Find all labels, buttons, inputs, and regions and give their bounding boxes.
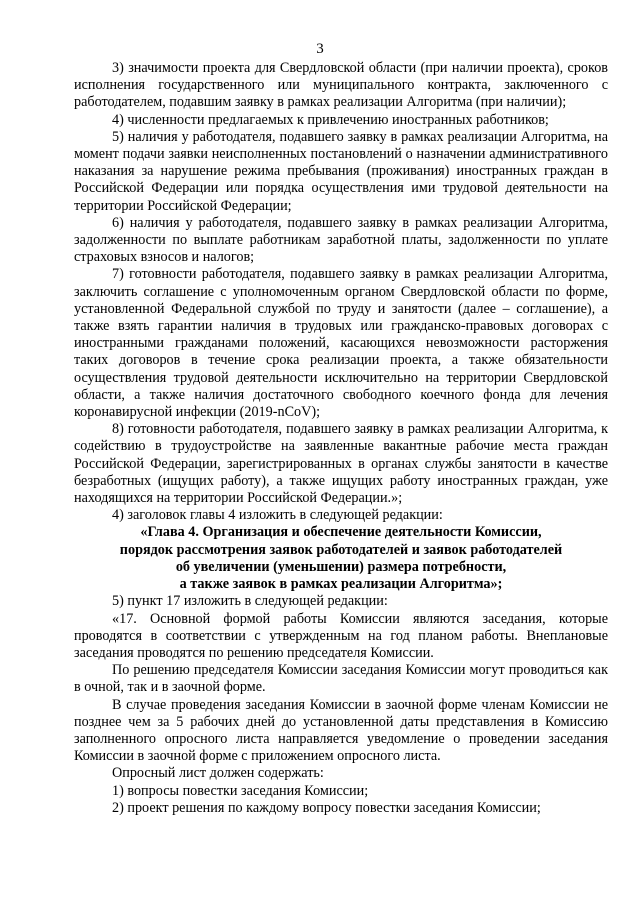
paragraph-item-5: 5) наличия у работодателя, подавшего заявку в рамках реализации Алгоритма, на момент подачи заявки неисполненных постановлений о назначении административного наказания за нарушение режима пребывания (проживания) иностранных граждан в Российской Федерации или порядка осуществления ими трудовой деятельности на территории Российской Федерации; — [74, 128, 608, 214]
paragraph-meeting-form: По решению председателя Комиссии заседания Комиссии могут проводиться как в очной, так и в заочной форме. — [74, 662, 608, 696]
paragraph-amendment-5: 5) пункт 17 изложить в следующей редакции: — [112, 593, 388, 610]
chapter-heading-line-4: а также заявок в рамках реализации Алгоритма»; — [179, 576, 503, 593]
paragraph-item-4: 4) численности предлагаемых к привлечению иностранных работников; — [112, 111, 549, 128]
paragraph-questionnaire-item-1: 1) вопросы повестки заседания Комиссии; — [112, 782, 369, 799]
chapter-heading-line-1: «Глава 4. Организация и обеспечение деятельности Комиссии, — [140, 524, 542, 541]
paragraph-amendment-4: 4) заголовок главы 4 изложить в следующей редакции: — [112, 507, 443, 524]
paragraph-item-3: 3) значимости проекта для Свердловской области (при наличии проекта), сроков исполнения государственного или муниципального контракта, заключенного с работодателем, подавшим заявку в рамках реализации Алгоритма (при наличии); — [74, 60, 608, 111]
paragraph-item-7: 7) готовности работодателя, подавшего заявку в рамках реализации Алгоритма, заключить соглашение с уполномоченным органом Свердловской области по форме, установленной Федеральной службой по труду и занятости (далее – соглашение), а также взять гарантии наличия в трудовых или гражданско-правовых договорах с иностранными гражданами положений, касающихся невозможности расторжения таких договоров в течение срока реализации проекта, а также обязательности осуществления трудовой деятельности исключительно на территории Свердловской области, а также наличия достаточного свободного коечного фонда для лечения коронавирусной инфекции (2019-nCoV); — [74, 266, 608, 421]
paragraph-item-8: 8) готовности работодателя, подавшего заявку в рамках реализации Алгоритма, к содействию в трудоустройстве на заявленные вакантные рабочие места граждан Российской Федерации, зарегистрированных в органах службы занятости в качестве безработных (ищущих работу), а также ищущих работу иностранных граждан, уже находящихся на территории Российской Федерации.»; — [74, 421, 608, 507]
chapter-heading-line-3: об увеличении (уменьшении) размера потребности, — [175, 558, 507, 575]
paragraph-questionnaire-intro: Опросный лист должен содержать: — [112, 765, 324, 782]
page-number: 3 — [316, 41, 324, 57]
paragraph-absentee-meeting: В случае проведения заседания Комиссии в заочной форме членам Комиссии не позднее чем за 5 рабочих дней до установленной даты представления в Комиссию заполненного опросного листа направляется уведомление о проведении заседания Комиссии в заочной форме с приложением опросного листа. — [74, 696, 608, 765]
document-body — [74, 60, 608, 817]
paragraph-clause-17: «17. Основной формой работы Комиссии являются заседания, которые проводятся в соответствии с утвержденным на год планом работы. Внеплановые заседания проводятся по решению председателя Комиссии. — [74, 610, 608, 661]
paragraph-item-6: 6) наличия у работодателя, подавшего заявку в рамках реализации Алгоритма, задолженности по выплате работникам заработной платы, задолженности по уплате страховых взносов и налогов; — [74, 214, 608, 266]
paragraph-questionnaire-item-2: 2) проект решения по каждому вопросу повестки заседания Комиссии; — [112, 799, 541, 816]
chapter-heading-line-2: порядок рассмотрения заявок работодателей и заявок работодателей — [119, 541, 563, 558]
